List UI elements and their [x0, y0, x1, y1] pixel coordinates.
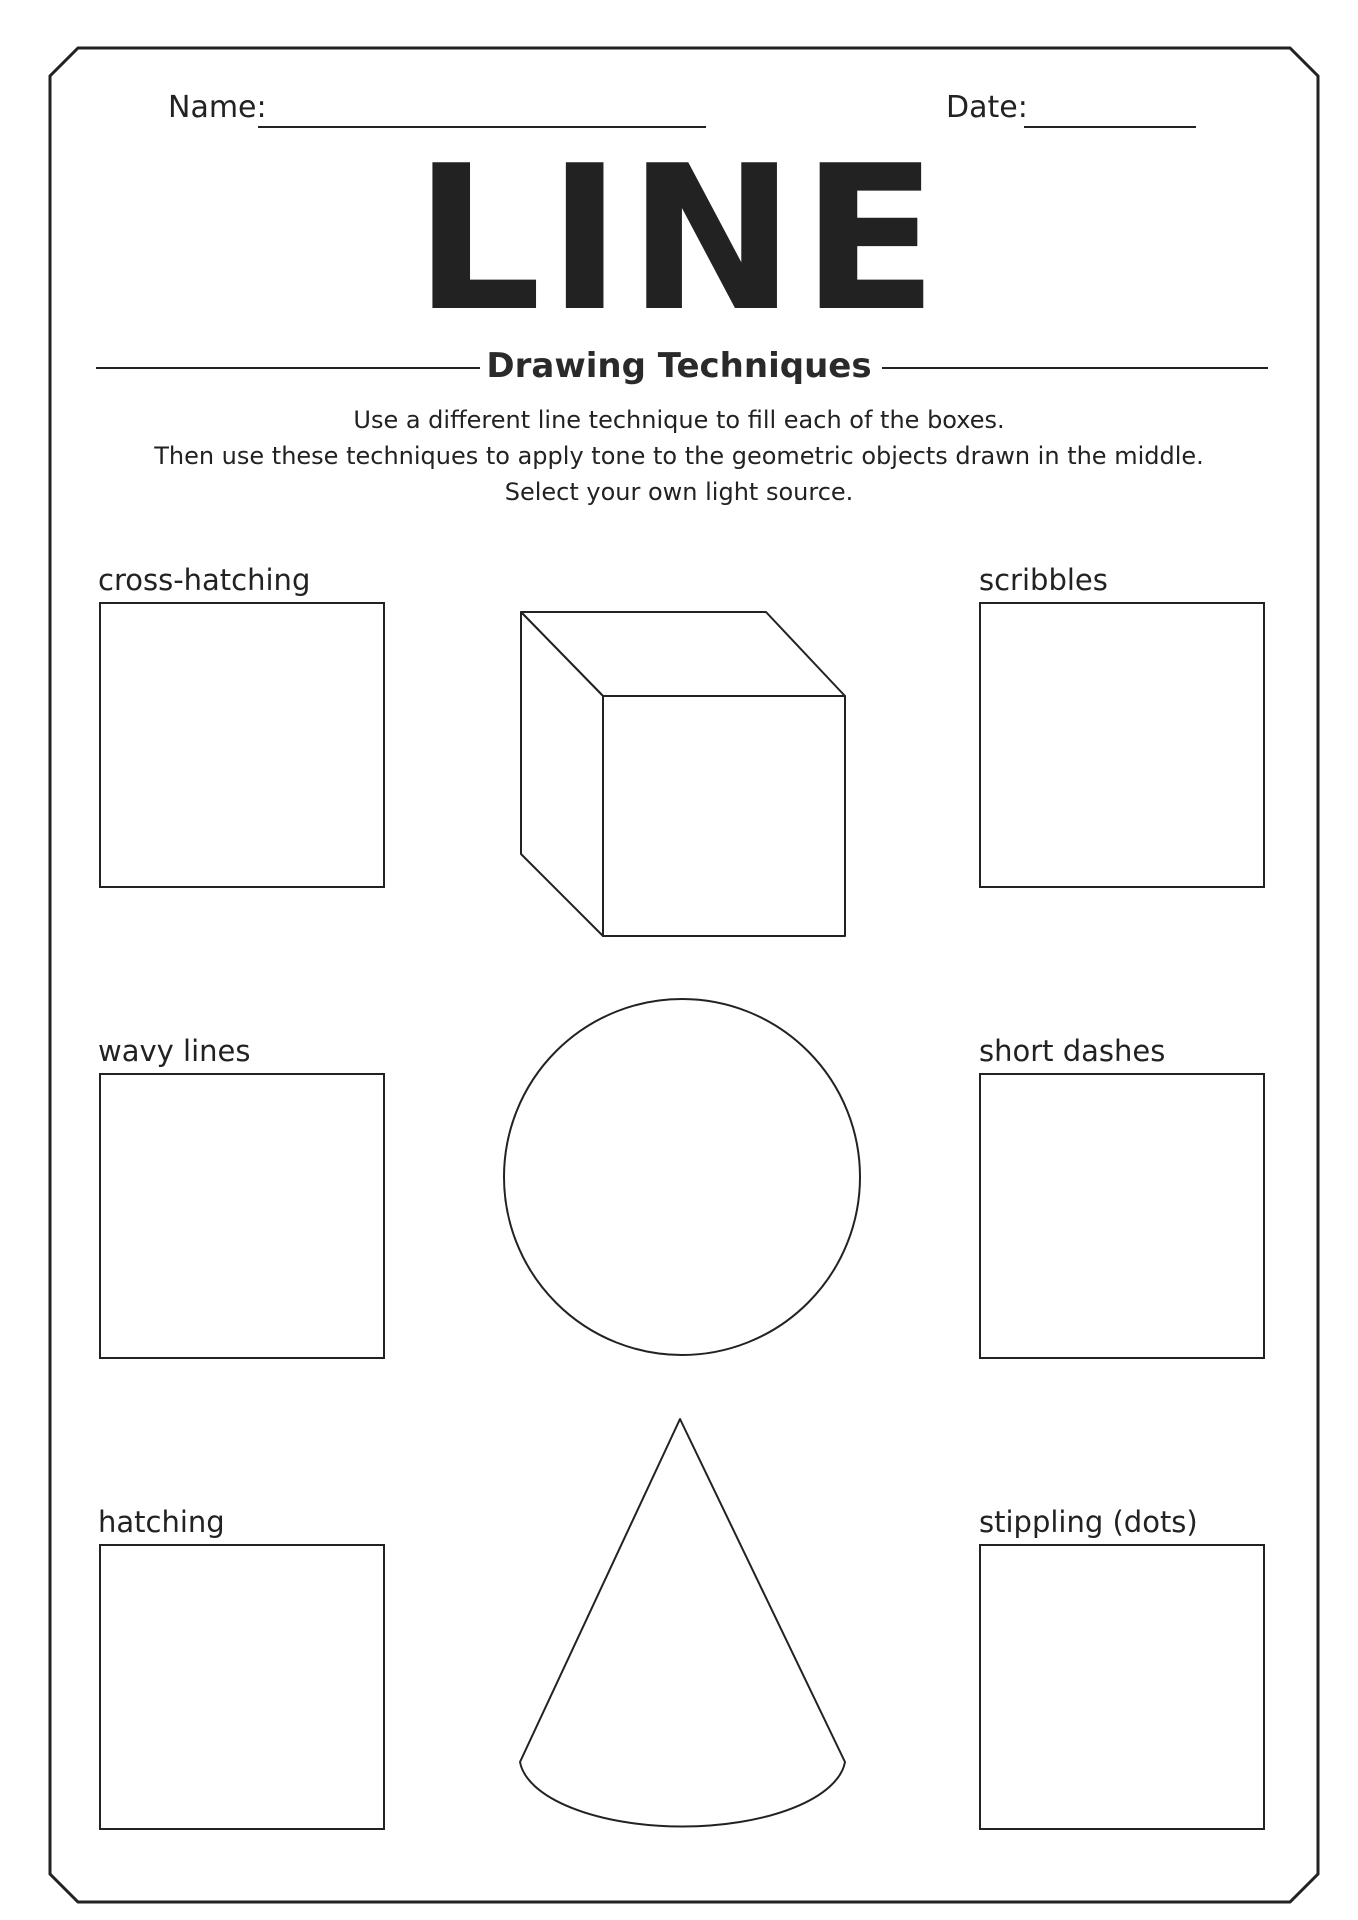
label-stippling: stippling (dots)	[979, 1505, 1198, 1539]
page-title: LINE	[414, 123, 944, 356]
cone-shape[interactable]	[520, 1419, 845, 1827]
cube-shape[interactable]	[521, 612, 845, 936]
page-subtitle: Drawing Techniques	[486, 346, 872, 386]
label-wavy-lines: wavy lines	[98, 1034, 251, 1068]
instruction-line-2: Then use these techniques to apply tone to the geometric objects drawn in the middle.	[154, 442, 1204, 470]
circle-shape[interactable]	[504, 999, 860, 1355]
instruction-line-3: Select your own light source.	[504, 478, 854, 506]
label-scribbles: scribbles	[979, 563, 1108, 597]
label-hatching: hatching	[98, 1505, 225, 1539]
name-label: Name:	[168, 90, 267, 125]
date-label: Date:	[946, 90, 1028, 125]
label-cross-hatching: cross-hatching	[98, 563, 311, 597]
label-short-dashes: short dashes	[979, 1034, 1166, 1068]
instruction-line-1: Use a different line technique to fill each of the boxes.	[353, 406, 1005, 434]
